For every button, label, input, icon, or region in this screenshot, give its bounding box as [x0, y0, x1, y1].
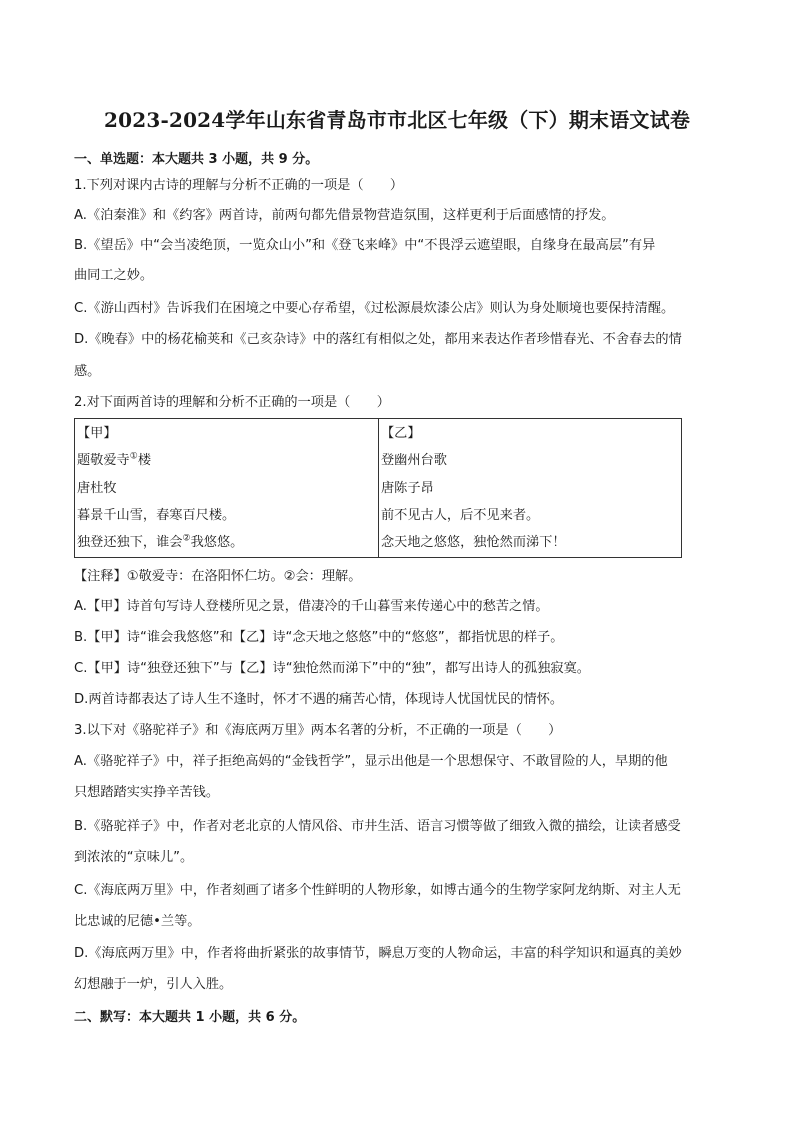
- q1-option-d-line1: D.《晚春》中的杨花榆荚和《己亥杂诗》中的落红有相似之处，都用来表达作者珍惜春光、不舍春去的情: [74, 332, 682, 347]
- poem-jia-tag: 【甲】: [77, 426, 117, 441]
- q3-option-d-line2: 幻想融于一炉，引人入胜。: [74, 977, 233, 992]
- q3-option-b-line2: 到浓浓的“京味儿”。: [74, 850, 194, 865]
- poem-yi-title: 登幽州台歌: [381, 453, 447, 468]
- poem-yi-line1: 前不见古人，后不见来者。: [381, 508, 540, 523]
- poem-jia-author: 唐杜牧: [77, 481, 117, 496]
- q3-option-a-line2: 只想踏踏实实挣辛苦钱。: [74, 785, 220, 800]
- q2-stem: 2.对下面两首诗的理解和分析不正确的一项是（ ）: [74, 395, 390, 410]
- q1-option-b-line2: 曲同工之妙。: [74, 268, 154, 283]
- section-heading-dictation: 二、默写：本大题共 1 小题，共 6 分。: [74, 1010, 306, 1025]
- q3-option-d-line1: D.《海底两万里》中，作者将曲折紧张的故事情节，瞬息万变的人物命运，丰富的科学知识和逼真的美妙: [74, 946, 682, 961]
- poem-yi-author: 唐陈子昂: [381, 481, 434, 496]
- q1-option-c: C.《游山西村》告诉我们在困境之中要心存希望，《过松源晨炊漆公店》则认为身处顺境也要保持清醒。: [74, 301, 675, 316]
- q3-stem: 3.以下对《骆驼祥子》和《海底两万里》两本名著的分析，不正确的一项是（ ）: [74, 723, 562, 738]
- poem-jia-title: 题敬爱寺①楼: [77, 451, 152, 468]
- q3-option-c-line2: 比忠诚的尼德•兰等。: [74, 914, 201, 929]
- q1-stem: 1.下列对课内古诗的理解与分析不正确的一项是（ ）: [74, 178, 404, 193]
- q2-note: 【注释】①敬爱寺：在洛阳怀仁坊。②会：理解。: [74, 569, 362, 584]
- page-title: 2023-2024学年山东省青岛市市北区七年级（下）期末语文试卷: [103, 108, 691, 132]
- q2-option-d: D.两首诗都表达了诗人生不逢时，怀才不遇的痛苦心情，体现诗人忧国忧民的情怀。: [74, 692, 564, 707]
- poem-comparison-table: [74, 418, 682, 558]
- poem-yi-tag: 【乙】: [381, 426, 421, 441]
- q3-option-c-line1: C.《海底两万里》中，作者刻画了诸多个性鲜明的人物形象，如博古通今的生物学家阿龙纳斯、对主人无: [74, 883, 681, 898]
- poem-jia-cell: [75, 419, 379, 557]
- poem-yi-line2: 念天地之悠悠，独怆然而涕下！: [381, 535, 566, 550]
- q2-option-c: C.【甲】诗“独登还独下”与【乙】诗“独怆然而涕下”中的“独”，都写出诗人的孤独寂寞。: [74, 661, 590, 676]
- q3-option-b-line1: B.《骆驼祥子》中，作者对老北京的人情风俗、市井生活、语言习惯等做了细致入微的描绘，让读者感受: [74, 819, 681, 834]
- q2-option-b: B.【甲】诗“谁会我悠悠”和【乙】诗“念天地之悠悠”中的“悠悠”，都指忧思的样子。: [74, 630, 564, 645]
- q1-option-a: A.《泊秦淮》和《约客》两首诗，前两句都先借景物营造氛围，这样更利于后面感情的抒发。: [74, 208, 615, 223]
- q3-option-a-line1: A.《骆驼祥子》中，祥子拒绝高妈的“金钱哲学”，显示出他是一个思想保守、不敢冒险的人，早期的他: [74, 754, 668, 769]
- q1-option-d-line2: 感。: [74, 364, 101, 379]
- section-heading-single-choice: 一、单选题：本大题共 3 小题，共 9 分。: [74, 152, 319, 167]
- q1-option-b-line1: B.《望岳》中“会当凌绝顶，一览众山小”和《登飞来峰》中“不畏浮云遮望眼，自缘身在最高层”有异: [74, 238, 656, 253]
- q2-option-a: A.【甲】诗首句写诗人登楼所见之景，借凄冷的千山暮雪来传递心中的愁苦之情。: [74, 599, 549, 614]
- poem-yi-cell: [379, 419, 683, 557]
- poem-jia-line2: 独登还独下，谁会②我悠悠。: [77, 533, 244, 550]
- poem-jia-line1: 暮景千山雪，春寒百尺楼。: [77, 508, 236, 523]
